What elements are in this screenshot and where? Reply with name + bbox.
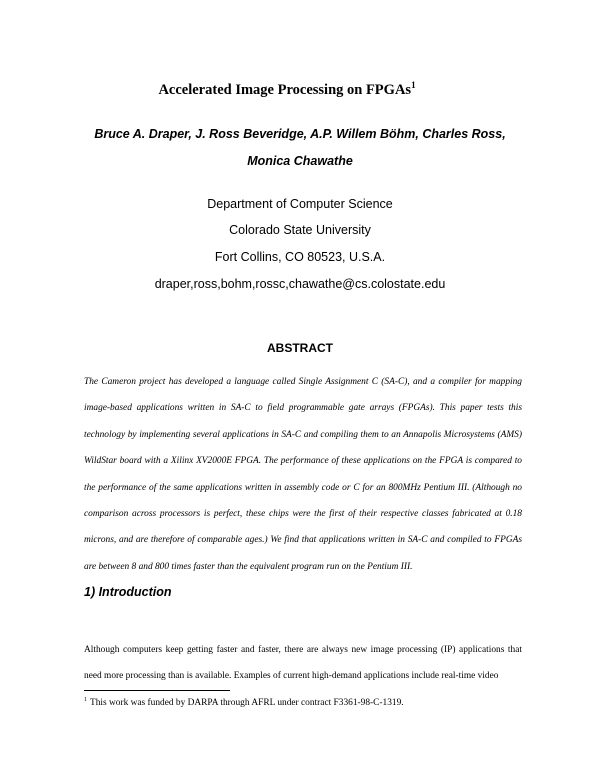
author-list-line-2: Monica Chawathe	[247, 154, 353, 168]
footnote	[84, 697, 404, 708]
abstract-heading: ABSTRACT	[267, 341, 333, 355]
affiliation-department: Department of Computer Science	[207, 197, 393, 211]
abstract-body: The Cameron project has developed a language called Single Assignment C (SA-C), and a compiler for mapping image-based applications written in SA-C to field programmable gate arrays (FPGAs). This paper tests this technology by implementing several applications in SA-C and compiling them to an Annapolis Microsystems (AMS) WildStar board with a Xilinx XV2000E FPGA. The performance of these applications on the FPGA is compared to the performance of the same applications written in assembly code or C for an 800MHz Pentium III. (Although no comparison across processors is perfect, these chips were the first of their respective classes fabricated at 0.18 microns, and are therefore of comparable ages.) We find that applications written in SA-C and compiled to FPGAs are between 8 and 800 times faster than the equivalent program run on the Pentium III.	[84, 377, 522, 572]
introduction-paragraph: Although computers keep getting faster and faster, there are always new image processing (IP) applications that need more processing than is available. Examples of current high-demand applications include real-time video	[84, 645, 522, 682]
title-footnote-mark: 1	[411, 80, 416, 90]
affiliation-university: Colorado State University	[229, 223, 371, 237]
author-list-line-1: Bruce A. Draper, J. Ross Beveridge, A.P. Willem Böhm, Charles Ross,	[94, 127, 506, 141]
paper-title-text: Accelerated Image Processing on FPGAs	[158, 82, 412, 98]
affiliation-emails: draper,ross,bohm,rossc,chawathe@cs.colostate.edu	[154, 277, 446, 291]
footnote-divider	[84, 690, 230, 691]
footnote-text: This work was funded by DARPA through AFRL under contract F3361-98-C-1319.	[90, 698, 404, 708]
footnote-mark: 1	[84, 697, 87, 703]
paper-title	[0, 80, 574, 99]
section-heading-introduction: 1) Introduction	[84, 585, 172, 599]
affiliation-address: Fort Collins, CO 80523, U.S.A.	[214, 250, 386, 264]
